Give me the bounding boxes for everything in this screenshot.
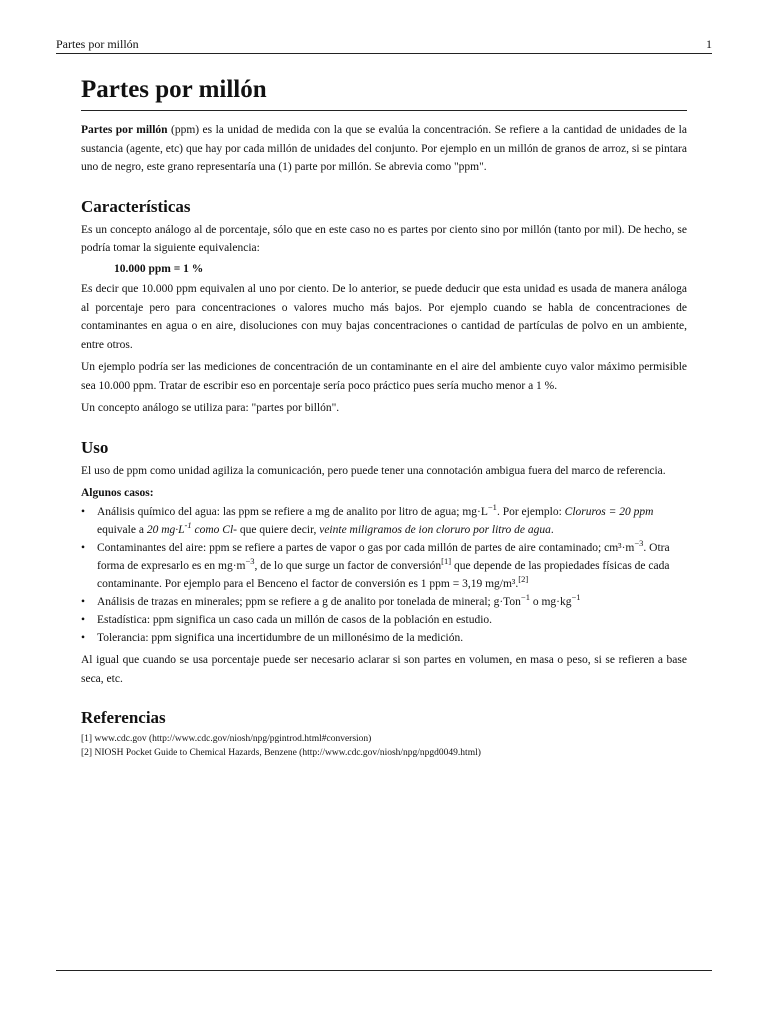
reference-list [81,732,687,760]
casos-list [81,503,687,647]
page-title: Partes por millón [81,74,687,111]
reference-link-2[interactable]: [2] [518,574,529,585]
caracteristicas-p2: Es decir que 10.000 ppm equivalen al uno por ciento. De lo anterior, se puede deducir que esta unidad es usada de manera análoga al porcentaje pero para concentraciones o valores mucho más bajos. Por ejemplo cuando se habla de concentraciones de contaminantes en agua o en aire, disoluciones con muy bajas concentraciones o cantidad de partículas de polvo en un ambiente, entre otros. [81,283,687,351]
reference-item-2[interactable]: [2] NIOSH Pocket Guide to Chemical Hazards, Benzene (http://www.cdc.gov/niosh/npg/npgd0049.html) [81,748,481,758]
heading-caracteristicas: Características [81,196,191,216]
footer-divider [56,970,712,971]
list-item: • Análisis de trazas en minerales; ppm se refiere a g de analito por tonelada de mineral; g·Ton$^{-1}$ o $mg\cdot kg^{-1}$ [81,593,687,611]
reference-item-1[interactable]: [1] www.cdc.gov (http://www.cdc.gov/niosh/npg/pgintrod.html#conversion) [81,734,372,744]
running-header [56,36,712,52]
caracteristicas-p4: Un concepto análogo se utiliza para: "partes por billón". [81,402,340,414]
page-number: 1 [706,37,712,51]
list-item: • Análisis químico del agua: las ppm se refiere a mg de analito por litro de agua; $mg\cdot L^{-1}$. Por ejemplo: Cloruros = 20 ppm equivale a 20 $mg\cdot L^{-1}$ como Cl- que quiere decir, veinte miligramos de ion cloruro por litro de agua. [81,503,687,539]
heading-uso: Uso [81,437,109,457]
article-body [81,74,687,760]
reference-link-1[interactable]: [1] [441,556,452,567]
caracteristicas-p1: Es un concepto análogo al de porcentaje, sólo que en este caso no es partes por ciento sino por millón (tanto por mil). De hecho, se podría tomar la siguiente equivalencia: [81,223,687,254]
header-divider [56,53,712,54]
heading-referencias: Referencias [81,708,166,727]
list-item: • Estadística: ppm significa un caso cada un millón de casos de la población en estudio. [81,611,687,629]
uso-p1: El uso de ppm como unidad agiliza la comunicación, pero puede tener una connotación ambigua fuera del marco de referencia. [81,464,666,477]
uso-p2: Al igual que cuando se usa porcentaje puede ser necesario aclarar si son partes en volumen, en masa o peso, si se refieren a base seca, etc. [81,654,687,685]
running-header-title: Partes por millón [56,37,139,51]
algunos-casos-heading: Algunos casos: [81,487,154,499]
intro-term: Partes por millón [81,124,168,136]
list-item: • Tolerancia: ppm significa una incertidumbre de un millonésimo de la medición. [81,629,687,647]
intro-paragraph [81,121,687,177]
intro-text: (ppm) es la unidad de medida con la que se evalúa la concentración. Se refiere a la cantidad de unidades de la sustancia (agente, etc) que hay por cada millón de unidades del conjunto. Por ejemplo en un millón de granos de arroz, si se pintara uno de negro, este grano representaría una (1) parte por millón. Se abrevia como "ppm". [81,124,687,173]
caracteristicas-p3: Un ejemplo podría ser las mediciones de concentración de un contaminante en el aire del ambiente cuyo valor máximo permisible sea 10.000 ppm. Tratar de escribir eso en porcentaje sería poco práctico pues sería mucho menor a 1 %. [81,361,687,392]
equivalence-formula: 10.000 ppm = 1 % [114,262,204,275]
list-item: • Contaminantes del aire: ppm se refiere a partes de vapor o gas por cada millón de partes de aire contaminado; $cm^3\cdot m^{-3}$. Otra forma de expresarlo es en $mg\cdot m^{-3}$, de lo que surge un factor de conversión[1] que depende de las propiedades físicas de cada contaminante. Por ejemplo para el Benceno el factor de conversión es 1 ppm = 3,19 mg/m³.[2] [81,539,687,593]
